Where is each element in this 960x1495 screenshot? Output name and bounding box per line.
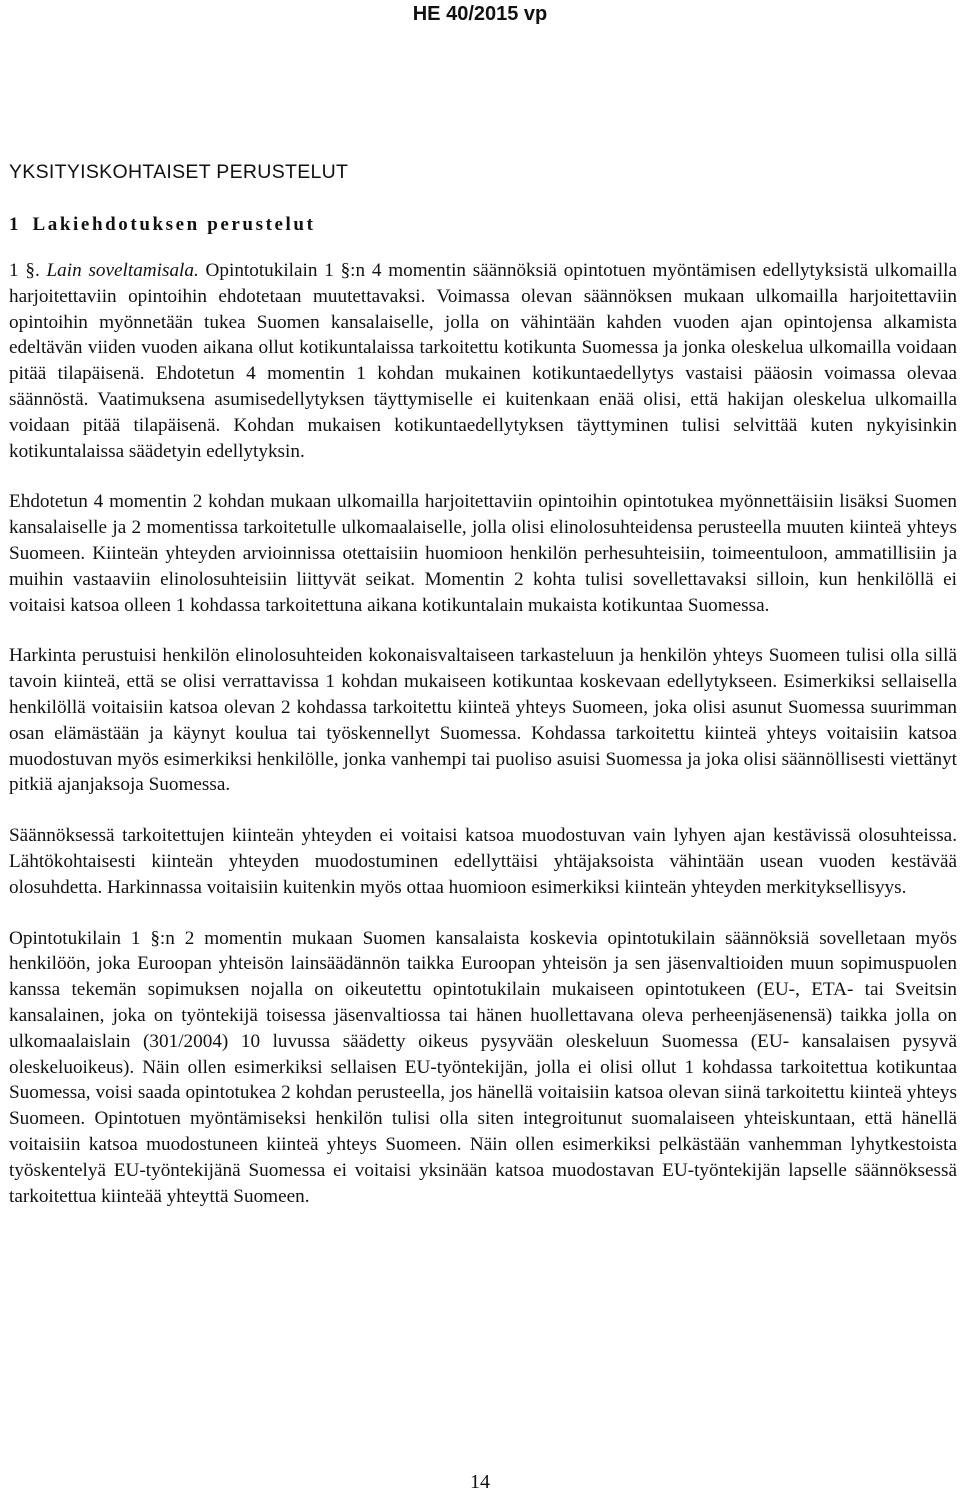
section-title: Lakiehdotuksen perustelut [32, 214, 316, 235]
paragraph-4: Säännöksessä tarkoitettujen kiinteän yhteyden ei voitaisi katsoa muodostuvan vain lyhyen ajan kestävissä olosuhteissa. Lähtökohtaisesti kiinteän yhteyden muodostuminen edellyttäisi yhtäjaksoista vähintään usean vuoden kestävää olosuhdetta. Harkinnassa voitaisiin kuitenkin myös ottaa huomioon esimerkiksi kiinteän yhteyden merkityksellisyys. [9, 825, 957, 898]
paragraph-prefix: 1 §. [9, 260, 40, 281]
paragraph-5: Opintotukilain 1 §:n 2 momentin mukaan Suomen kansalaista koskevia opintotukilain säännöksiä sovelletaan myös henkilöön, joka Euroopan yhteisön lainsäädännön taikka Euroopan yhteisön ja sen jäsenvaltioiden muun sopimuspuolen kanssa tekemän sopimuksen nojalla on oikeutettu opintotukilain mukaiseen opintotukeen (EU-, ETA- tai Sveitsin kansalainen, joka on työntekijä toisessa jäsenvaltiossa tai hänen huollettavana oleva perheenjäsenensä) taikka jolla on ulkomaalaislain (301/2004) 10 luvussa säädetty oikeus pysyvään oleskeluun Suomessa (EU- kansalaisen pysyvä oleskeluoikeus). Näin ollen esimerkiksi sellaisen EU-työntekijän, jolla ei olisi ollut 1 kohdassa tarkoitettua kotikuntaa Suomessa, voisi saada opintotukea 2 kohdan perusteella, jos hänellä voitaisiin katsoa olevan siinä tarkoitettu kiinteä yhteys Suomeen. Opintotuen myöntämiseksi henkilön tulisi olla siten integroitunut suomalaiseen yhteiskuntaan, että hänellä voitaisiin katsoa muodostuneen kiinteä yhteys Suomeen. Näin ollen esimerkiksi pelkästään vanhemman lyhytkestoista työskentelyä EU-työntekijänä Suomessa ei voitaisi yksinään katsoa muodostavan EU-työntekijän lapselle säännöksessä tarkoitettua kiinteää yhteyttä Suomeen. [9, 927, 957, 1207]
paragraph-1 [9, 258, 957, 464]
paragraph-text: Opintotukilain 1 §:n 4 momentin säännöksiä opintotuen myöntämisen edellytyksistä ulkomailla harjoitettaviin opintoihin ehdotetaan muutettavaksi. Voimassa olevan säännöksen mukaan ulkomailla harjoitettaviin opintoihin myönnetään tukea Suomen kansalaiselle, jolla on vähintään kahden vuoden ajan opintojensa alkamista edeltävän viiden vuoden aikana ollut kotikuntalaissa tarkoitettu kotikunta Suomessa ja jonka oleskelua ulkomailla voidaan pitää tilapäisenä. Ehdotetun 4 momentin 1 kohdan mukainen kotikuntaedellytys vastaisi pääosin voimassa olevaa säännöstä. Vaatimuksena asumisedellytyksen täyttymiselle ei kuitenkaan enää olisi, että hakijan oleskelua ulkomailla voidaan pitää tilapäisenä. Kohdan mukaisen kotikuntaedellytyksen täyttyminen tulisi selvittää kuten nykyisinkin kotikuntalaissa säädetyin edellytyksin. [9, 260, 957, 462]
paragraph-2: Ehdotetun 4 momentin 2 kohdan mukaan ulkomailla harjoitettaviin opintoihin opintotukea myönnettäisiin lisäksi Suomen kansalaiselle ja 2 momentissa tarkoitetulle ulkomaalaiselle, jolla olisi elinolosuhteidensa perusteella muuten kiinteä yhteys Suomeen. Kiinteän yhteyden arvioinnissa otettaisiin huomioon henkilön perhesuhteisiin, toimeentuloon, ammatillisiin ja muihin vastaaviin elinolosuhteisiin liittyvät seikat. Momentin 2 kohta tulisi sovellettavaksi silloin, kun henkilöllä ei voitaisi katsoa olleen 1 kohdassa tarkoitettuna aikana kotikuntalain mukaista kotikuntaa Suomessa. [9, 491, 957, 616]
document-id-header: HE 40/2015 vp [412, 3, 548, 25]
page-title: YKSITYISKOHTAISET PERUSTELUT [9, 161, 349, 183]
page-number: 14 [470, 1471, 490, 1493]
paragraph-3: Harkinta perustuisi henkilön elinolosuhteiden kokonaisvaltaiseen tarkasteluun ja henkilön yhteys Suomeen tulisi olla sillä tavoin kiinteä, että se olisi verrattavissa 1 kohdan mukaiseen kotikuntaa koskevaan edellytykseen. Esimerkiksi sellaisella henkilöllä voitaisiin katsoa olevan 2 kohdassa tarkoitettu kiinteä yhteys Suomeen, joka olisi asunut Suomessa suurimman osan elämästään ja käynyt koulua tai työskennellyt Suomessa. Kohdassa tarkoitettu kiinteä yhteys voitaisiin katsoa muodostuvan myös esimerkiksi henkilölle, jonka vanhempi tai puoliso asuisi Suomessa ja joka olisi säännöllisesti viettänyt pitkiä ajanjaksoja Suomessa. [9, 645, 957, 796]
body-text [9, 258, 957, 1209]
section-number: 1 [9, 214, 19, 235]
section-heading [9, 211, 951, 239]
paragraph-lead-italic: Lain soveltamisala. [46, 260, 199, 281]
